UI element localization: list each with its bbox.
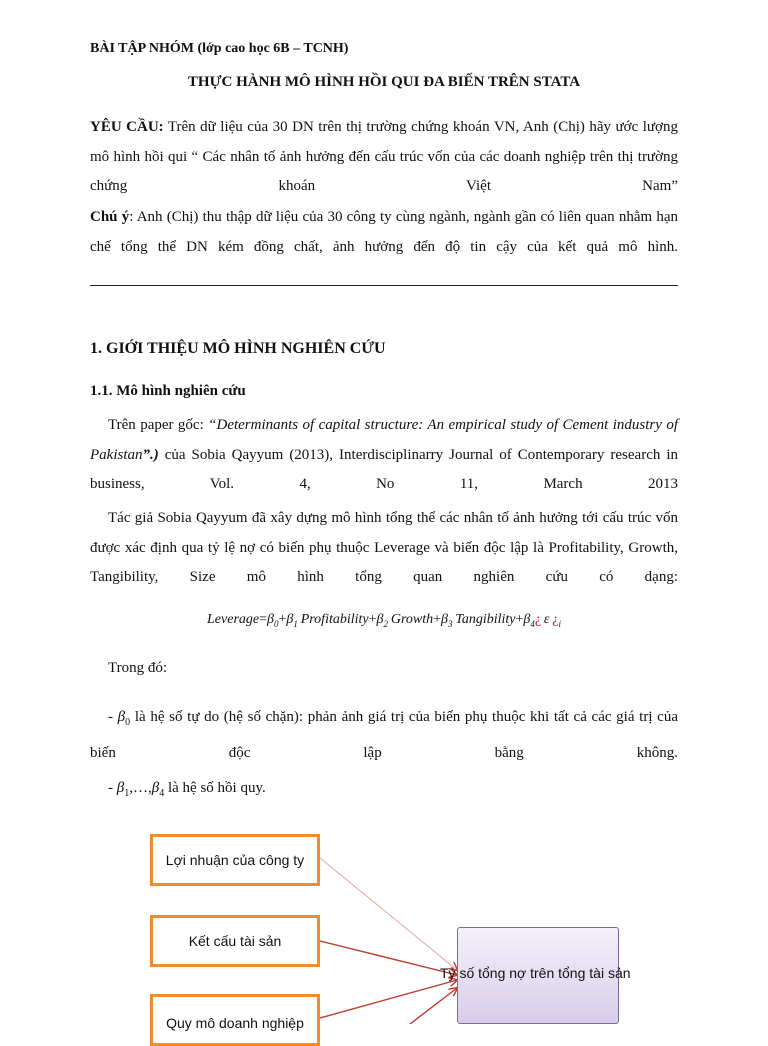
beta1-symbol: β	[116, 780, 125, 796]
formula-glyph: ¿	[534, 612, 542, 627]
formula-epsilon: ε	[543, 612, 550, 627]
formula-beta: β	[441, 612, 448, 627]
formula-plus: +	[515, 612, 524, 627]
beta14-ellipsis: ,…,	[129, 780, 152, 796]
beta14-dash: -	[108, 780, 117, 796]
arrow-tangibility	[320, 941, 457, 975]
beta1-sub: 1	[124, 788, 130, 799]
paper-title-end: ”.)	[142, 446, 159, 463]
document-title: THỰC HÀNH MÔ HÌNH HỒI QUI ĐA BIẾN TRÊN STATA	[187, 74, 581, 90]
dependent-variable-label: Tỷ số tổng nợ trên tổng tài sản	[440, 965, 631, 981]
subsection-heading: 1.1. Mô hình nghiên cứu	[90, 383, 246, 399]
formula-var-tangibility: Tangibility	[455, 612, 516, 627]
formula-plus: +	[368, 612, 377, 627]
formula-equals: =	[259, 612, 268, 627]
profitability-box	[150, 834, 320, 886]
beta0-dash: -	[108, 709, 118, 725]
formula-beta: β	[267, 612, 274, 627]
note-text: : Anh (Chị) thu thập dữ liệu của 30 công ty cùng ngành, ngành gần có liên quan nhằm hạn chế tổng thể DN kém đồng chất, ảnh hưởng đến độ tin cậy của kết quả mô hình.	[90, 209, 678, 255]
formula-var-growth: Growth	[390, 612, 434, 627]
beta0-symbol: β	[117, 709, 126, 725]
formula-sub: 3	[448, 618, 453, 629]
where-label: Trong đó:	[108, 660, 168, 676]
size-box	[150, 994, 320, 1046]
formula-beta: β	[376, 612, 384, 627]
formula-sub: 4	[530, 618, 535, 629]
formula-sub: 2	[383, 618, 389, 629]
paper-prefix: Trên paper gốc:	[108, 417, 209, 433]
arrow-size	[320, 980, 457, 1018]
formula-lhs: Leverage	[207, 612, 260, 627]
formula-sub: 1	[293, 618, 298, 629]
paper-citation: của Sobia Qayyum (2013), Interdisciplinarry Journal of Contemporary research in business, Vol. 4, No 11, March 2013	[90, 446, 678, 492]
formula-plus: +	[433, 612, 442, 627]
profitability-label: Lợi nhuận của công ty	[165, 852, 305, 868]
beta4-symbol: β	[151, 780, 160, 796]
formula-beta: β	[523, 612, 531, 627]
requirement-label: YÊU CẦU:	[90, 119, 164, 135]
beta14-text: là hệ số hồi quy.	[164, 780, 266, 796]
note-label: Chú ý	[90, 209, 130, 225]
tangibility-label: Kết cấu tài sản	[188, 933, 282, 949]
beta0-sub: 0	[125, 717, 131, 728]
author-paragraph: Tác giả Sobia Qayyum đã xây dựng mô hình tổng thể các nhân tố ảnh hưởng tới cấu trúc vốn được xác định qua tỷ lệ nợ có biến phụ thuộc Leverage và biến độc lập là Profitability, Growth, Tangibility, Size mô hình tổng quan nghiên cứu có dạng:	[90, 510, 678, 585]
arrow-extra	[410, 988, 457, 1024]
requirement-text: Trên dữ liệu của 30 DN trên thị trường chứng khoán VN, Anh (Chị) hãy ước lượng mô hình hồi qui “ Các nhân tố ảnh hưởng đến cấu trúc vốn của các doanh nghiệp trên thị trường chứng khoán Việt Nam”	[90, 119, 678, 194]
size-label: Quy mô doanh nghiệp	[166, 1015, 304, 1031]
tangibility-box	[150, 915, 320, 967]
formula-glyph: ¿	[552, 612, 559, 627]
arrow-profit	[320, 858, 457, 970]
section-heading: 1. GIỚI THIỆU MÔ HÌNH NGHIÊN CỨU	[90, 340, 386, 357]
group-assignment-line: BÀI TẬP NHÓM (lớp cao học 6B – TCNH)	[90, 41, 349, 56]
formula-sub: 0	[274, 618, 279, 629]
formula-plus: +	[278, 612, 287, 627]
paper-title: “Determinants of capital structure: An empirical study of Cement industry of Pakistan	[90, 417, 678, 463]
formula-sub: i	[558, 618, 561, 629]
beta0-text: là hệ số tự do (hệ số chặn): phản ảnh giá trị của biến phụ thuộc khi tất cả các giá trị của biến độc lập bằng không.	[90, 709, 678, 761]
beta4-sub: 4	[159, 788, 165, 799]
formula-beta: β	[286, 612, 294, 627]
formula-var-profitability: Profitability	[300, 612, 369, 627]
